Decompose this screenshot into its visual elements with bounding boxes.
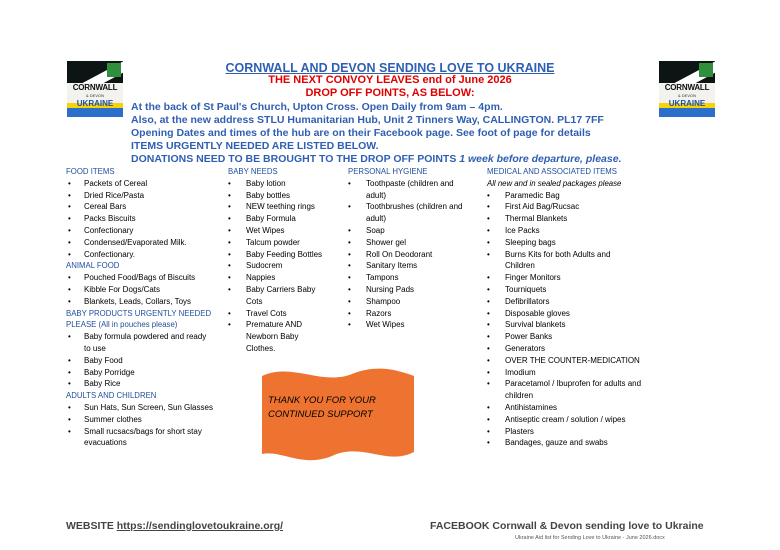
list-item: • Bandages, gauze and swabs bbox=[487, 437, 657, 449]
list-item: • Blankets, Leads, Collars, Toys bbox=[66, 296, 226, 308]
food-list bbox=[66, 178, 226, 261]
list-item: • Sanitary Items bbox=[348, 260, 486, 272]
list-item: • Soap bbox=[348, 225, 486, 237]
list-item: • Power Banks bbox=[487, 331, 657, 343]
list-item: • Packets of Cereal bbox=[66, 178, 226, 190]
list-item: • Finger Monitors bbox=[487, 272, 657, 284]
food-heading: FOOD ITEMS bbox=[66, 167, 115, 176]
thank-you-text: THANK YOU FOR YOUR CONTINUED SUPPORT bbox=[268, 395, 376, 420]
donation-deadline-emphasis: 1 week before departure, please. bbox=[459, 153, 622, 165]
list-item: • Paramedic Bag bbox=[487, 190, 657, 202]
medical-list bbox=[487, 190, 657, 450]
adults-children-list bbox=[66, 402, 226, 449]
logo-text-ukraine: UKRAINE bbox=[668, 99, 706, 108]
list-item: • Burns Kits for both Adults and Children bbox=[487, 249, 637, 273]
website-link[interactable]: https://sendinglovetoukraine.org/ bbox=[116, 520, 284, 532]
list-item: • Toothbrushes (children and adult) bbox=[348, 201, 468, 225]
hub-opening-note: Opening Dates and times of the hub are on their Facebook page. See foot of page for details bbox=[131, 127, 591, 139]
list-item: • First Aid Bag/Rucsac bbox=[487, 201, 657, 213]
list-item: • Thermal Blankets bbox=[487, 213, 657, 225]
list-item: • Roll On Deodorant bbox=[348, 249, 486, 261]
list-item: • NEW teething rings bbox=[228, 201, 346, 213]
logo-text-cornwall: CORNWALL bbox=[72, 83, 118, 92]
list-item: • Baby lotion bbox=[228, 178, 346, 190]
list-item: • Generators bbox=[487, 343, 657, 355]
list-item: • Disposable gloves bbox=[487, 308, 657, 320]
column-personal-hygiene bbox=[348, 166, 486, 331]
list-item: • Razors bbox=[348, 308, 486, 320]
list-item: • Survival blankets bbox=[487, 319, 657, 331]
list-item: • Cereal Bars bbox=[66, 201, 226, 213]
list-item: • Shampoo bbox=[348, 296, 486, 308]
website-label: WEBSITE bbox=[66, 520, 117, 532]
list-item: • Baby Carriers Baby Cots bbox=[228, 284, 328, 308]
list-item: • Imodium bbox=[487, 367, 657, 379]
list-item: • Kibble For Dogs/Cats bbox=[66, 284, 226, 296]
list-item: • Nursing Pads bbox=[348, 284, 486, 296]
list-item: • Ice Packs bbox=[487, 225, 657, 237]
list-item: • Pouched Food/Bags of Biscuits bbox=[66, 272, 226, 284]
list-item: • Antiseptic cream / solution / wipes bbox=[487, 414, 657, 426]
list-item: • Sun Hats, Sun Screen, Sun Glasses bbox=[66, 402, 226, 414]
list-item: • Sudocrem bbox=[228, 260, 346, 272]
list-item: • Confectionary. bbox=[66, 249, 226, 261]
footer-facebook: FACEBOOK Cornwall & Devon sending love to Ukraine bbox=[430, 520, 704, 532]
convoy-date: THE NEXT CONVOY LEAVES end of June 2026 bbox=[268, 74, 512, 86]
list-item: • Antihistamines bbox=[487, 402, 657, 414]
hygiene-heading: PERSONAL HYGIENE bbox=[348, 167, 428, 176]
dropoff-heading: DROP OFF POINTS, AS BELOW: bbox=[305, 87, 475, 99]
dropoff-location-1: At the back of St Paul's Church, Upton Cross. Open Daily from 9am – 4pm. bbox=[131, 101, 503, 113]
list-item: • Travel Cots bbox=[228, 308, 346, 320]
donation-deadline-note bbox=[131, 153, 622, 165]
baby-products-list bbox=[66, 331, 226, 390]
animal-list bbox=[66, 272, 226, 307]
baby-products-subheading: PLEASE (All in pouches please) bbox=[66, 320, 178, 330]
donation-deadline-main: DONATIONS NEED TO BE BROUGHT TO THE DROP OFF POINTS bbox=[131, 153, 460, 165]
list-item: • Baby formula powdered and ready to use bbox=[66, 331, 208, 355]
list-item: • Condensed/Evaporated Milk. bbox=[66, 237, 226, 249]
list-item: • Nappies bbox=[228, 272, 346, 284]
medical-subheading: All new and in sealed packages please bbox=[487, 178, 622, 188]
column-baby-needs bbox=[228, 166, 346, 355]
list-item: • Sleeping bags bbox=[487, 237, 657, 249]
list-item: • OVER THE COUNTER-MEDICATION bbox=[487, 355, 657, 367]
list-item: • Toothpaste (children and adult) bbox=[348, 178, 472, 202]
list-item: • Wet Wipes bbox=[228, 225, 346, 237]
urgent-items-note: ITEMS URGENTLY NEEDED ARE LISTED BELOW. bbox=[131, 140, 379, 152]
logo-text-cornwall: CORNWALL bbox=[664, 83, 710, 92]
list-item: • Plasters bbox=[487, 426, 657, 438]
logo-blue-stripe bbox=[67, 108, 123, 117]
list-item: • Baby Porridge bbox=[66, 367, 226, 379]
list-item: • Confectionary bbox=[66, 225, 226, 237]
footer-filename: Ukraine Aid list for Sending Love to Ukraine - June 2026.docx bbox=[515, 535, 665, 541]
adults-children-heading: ADULTS AND CHILDREN bbox=[66, 391, 157, 401]
list-item: • Summer clothes bbox=[66, 414, 226, 426]
baby-products-heading: BABY PRODUCTS URGENTLY NEEDED bbox=[66, 308, 212, 318]
list-item: • Packs Biscuits bbox=[66, 213, 226, 225]
list-item: • Premature AND Newborn Baby Clothes. bbox=[228, 319, 320, 354]
list-item: • Tampons bbox=[348, 272, 486, 284]
logo-text-ukraine: UKRAINE bbox=[76, 99, 114, 108]
list-item: • Dried Rice/Pasta bbox=[66, 190, 226, 202]
baby-needs-list bbox=[228, 178, 346, 355]
page-title: CORNWALL AND DEVON SENDING LOVE TO UKRAINE bbox=[225, 61, 555, 75]
hygiene-list bbox=[348, 178, 486, 331]
list-item: • Paracetamol / Ibuprofen for adults and children bbox=[487, 378, 652, 402]
column-food-animal-baby-adult bbox=[66, 166, 226, 449]
logo-text-devon: & DEVON bbox=[85, 93, 104, 98]
list-item: • Baby Rice bbox=[66, 378, 226, 390]
list-item: • Baby bottles bbox=[228, 190, 346, 202]
animal-heading: ANIMAL FOOD bbox=[66, 261, 120, 271]
column-medical bbox=[487, 166, 657, 449]
list-item: • Baby Formula bbox=[228, 213, 346, 225]
list-item: • Tourniquets bbox=[487, 284, 657, 296]
footer-website bbox=[66, 520, 283, 532]
logo-blue-stripe bbox=[659, 108, 715, 117]
list-item: • Defibrillators bbox=[487, 296, 657, 308]
dropoff-location-2: Also, at the new address STLU Humanitarian Hub, Unit 2 Tinners Way, CALLINGTON. PL17 7FF bbox=[131, 114, 604, 126]
baby-needs-heading: BABY NEEDS bbox=[228, 167, 278, 176]
list-item: • Shower gel bbox=[348, 237, 486, 249]
list-item: • Wet Wipes bbox=[348, 319, 486, 331]
list-item: • Small rucsacs/bags for short stay evacuations bbox=[66, 426, 216, 450]
list-item: • Talcum powder bbox=[228, 237, 346, 249]
list-item: • Baby Food bbox=[66, 355, 226, 367]
logo-text-devon: & DEVON bbox=[677, 93, 696, 98]
medical-heading: MEDICAL AND ASSOCIATED ITEMS bbox=[487, 167, 617, 176]
list-item: • Baby Feeding Bottles bbox=[228, 249, 346, 261]
